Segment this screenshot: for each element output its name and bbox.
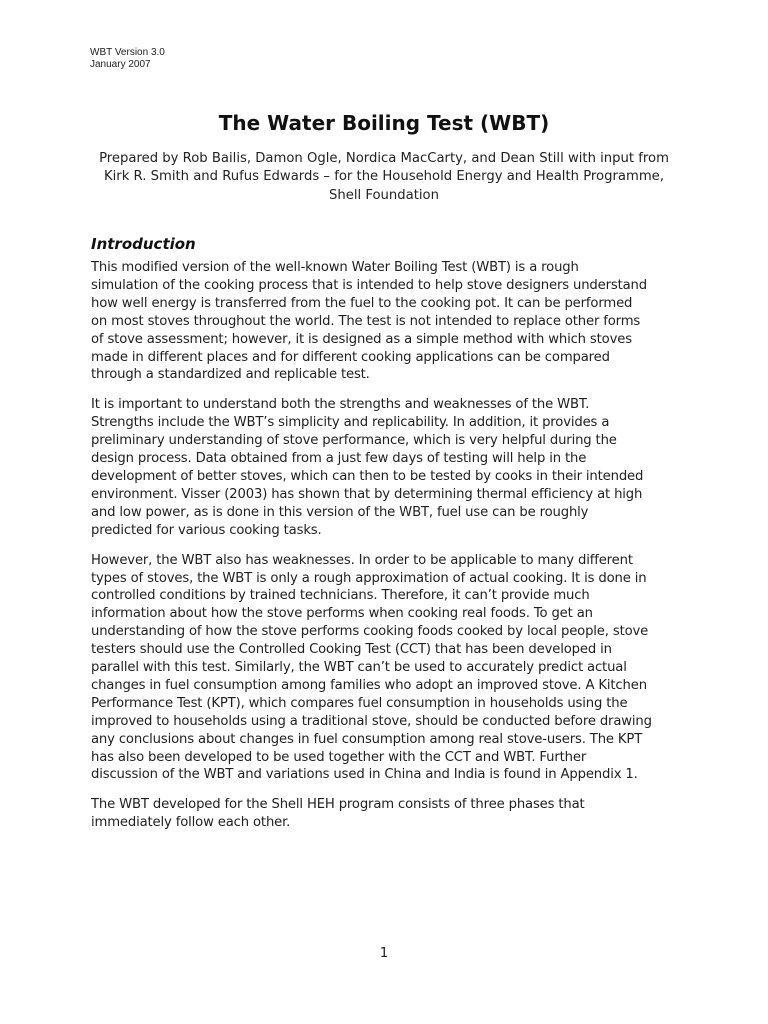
authors-line: Kirk R. Smith and Rufus Edwards – for the Household Energy and Health Programme, <box>103 169 664 185</box>
text-line: environment. Visser (2003) has shown that by determining thermal efficiency at high <box>91 486 643 502</box>
text-line: parallel with this test. Similarly, the WBT can’t be used to accurately predict actual <box>91 660 627 676</box>
text-line: of stove assessment; however, it is designed as a simple method with which stoves <box>91 331 632 347</box>
section-body <box>91 259 683 844</box>
paragraph-3 <box>91 552 683 785</box>
text-line: controlled conditions by trained technicians. Therefore, it can’t provide much <box>91 588 590 604</box>
text-line: types of stoves, the WBT is only a rough approximation of actual cooking. It is done in <box>91 570 647 586</box>
text-line: preliminary understanding of stove performance, which is very helpful during the <box>91 433 617 449</box>
text-line: discussion of the WBT and variations used in China and India is found in Appendix 1. <box>91 767 638 783</box>
text-line: Strengths include the WBT’s simplicity and replicability. In addition, it provides a <box>91 415 610 431</box>
text-line: development of better stoves, which can then to be tested by cooks in their intended <box>91 468 644 484</box>
text-line: testers should use the Controlled Cooking Test (CCT) that has been developed in <box>91 642 612 658</box>
text-line: through a standardized and replicable test. <box>91 367 370 383</box>
text-line: predicted for various cooking tasks. <box>91 522 322 538</box>
text-line: information about how the stove performs when cooking real foods. To get an <box>91 606 593 622</box>
authors-line: Prepared by Rob Bailis, Damon Ogle, Nordica MacCarty, and Dean Still with input from <box>99 151 669 166</box>
text-line: design process. Data obtained from a just few days of testing will help in the <box>91 451 587 467</box>
text-line: and low power, as is done in this version of the WBT, fuel use can be roughly <box>91 504 589 520</box>
text-line: on most stoves throughout the world. The test is not intended to replace other forms <box>91 313 641 329</box>
document-header <box>90 47 165 71</box>
text-line: changes in fuel consumption among families who adopt an improved stove. A Kitchen <box>91 677 647 693</box>
version-label: WBT Version 3.0 <box>90 47 165 58</box>
authors-line: Shell Foundation <box>329 187 439 203</box>
text-line: has also been developed to be used together with the CCT and WBT. Further <box>91 749 587 765</box>
paragraph-2 <box>91 396 683 539</box>
text-line: improved to households using a traditional stove, should be conducted before drawing <box>91 713 652 729</box>
text-line: This modified version of the well-known Water Boiling Test (WBT) is a rough <box>91 260 579 275</box>
text-line: how well energy is transferred from the fuel to the cooking pot. It can be performed <box>91 295 633 311</box>
text-line: Performance Test (KPT), which compares fuel consumption in households using the <box>91 695 628 711</box>
text-line: made in different places and for different cooking applications can be compared <box>91 349 610 365</box>
text-line: simulation of the cooking process that is intended to help stove designers understand <box>91 277 647 293</box>
text-line: It is important to understand both the strengths and weaknesses of the WBT. <box>91 397 590 413</box>
paragraph-4 <box>91 796 683 832</box>
paragraph-1 <box>91 259 683 384</box>
section-heading: Introduction <box>91 235 196 253</box>
text-line: any conclusions about changes in fuel consumption among real stove-users. The KPT <box>91 731 643 747</box>
text-line: immediately follow each other. <box>91 815 291 831</box>
date-label: January 2007 <box>90 59 151 70</box>
text-line: understanding of how the stove performs cooking foods cooked by local people, stove <box>91 624 649 640</box>
page-number: 1 <box>379 945 389 961</box>
text-line: However, the WBT also has weaknesses. In order to be applicable to many different <box>91 552 633 568</box>
text-line: The WBT developed for the Shell HEH program consists of three phases that <box>91 797 585 813</box>
page-title: The Water Boiling Test (WBT) <box>218 111 550 135</box>
authors-block <box>90 150 678 205</box>
